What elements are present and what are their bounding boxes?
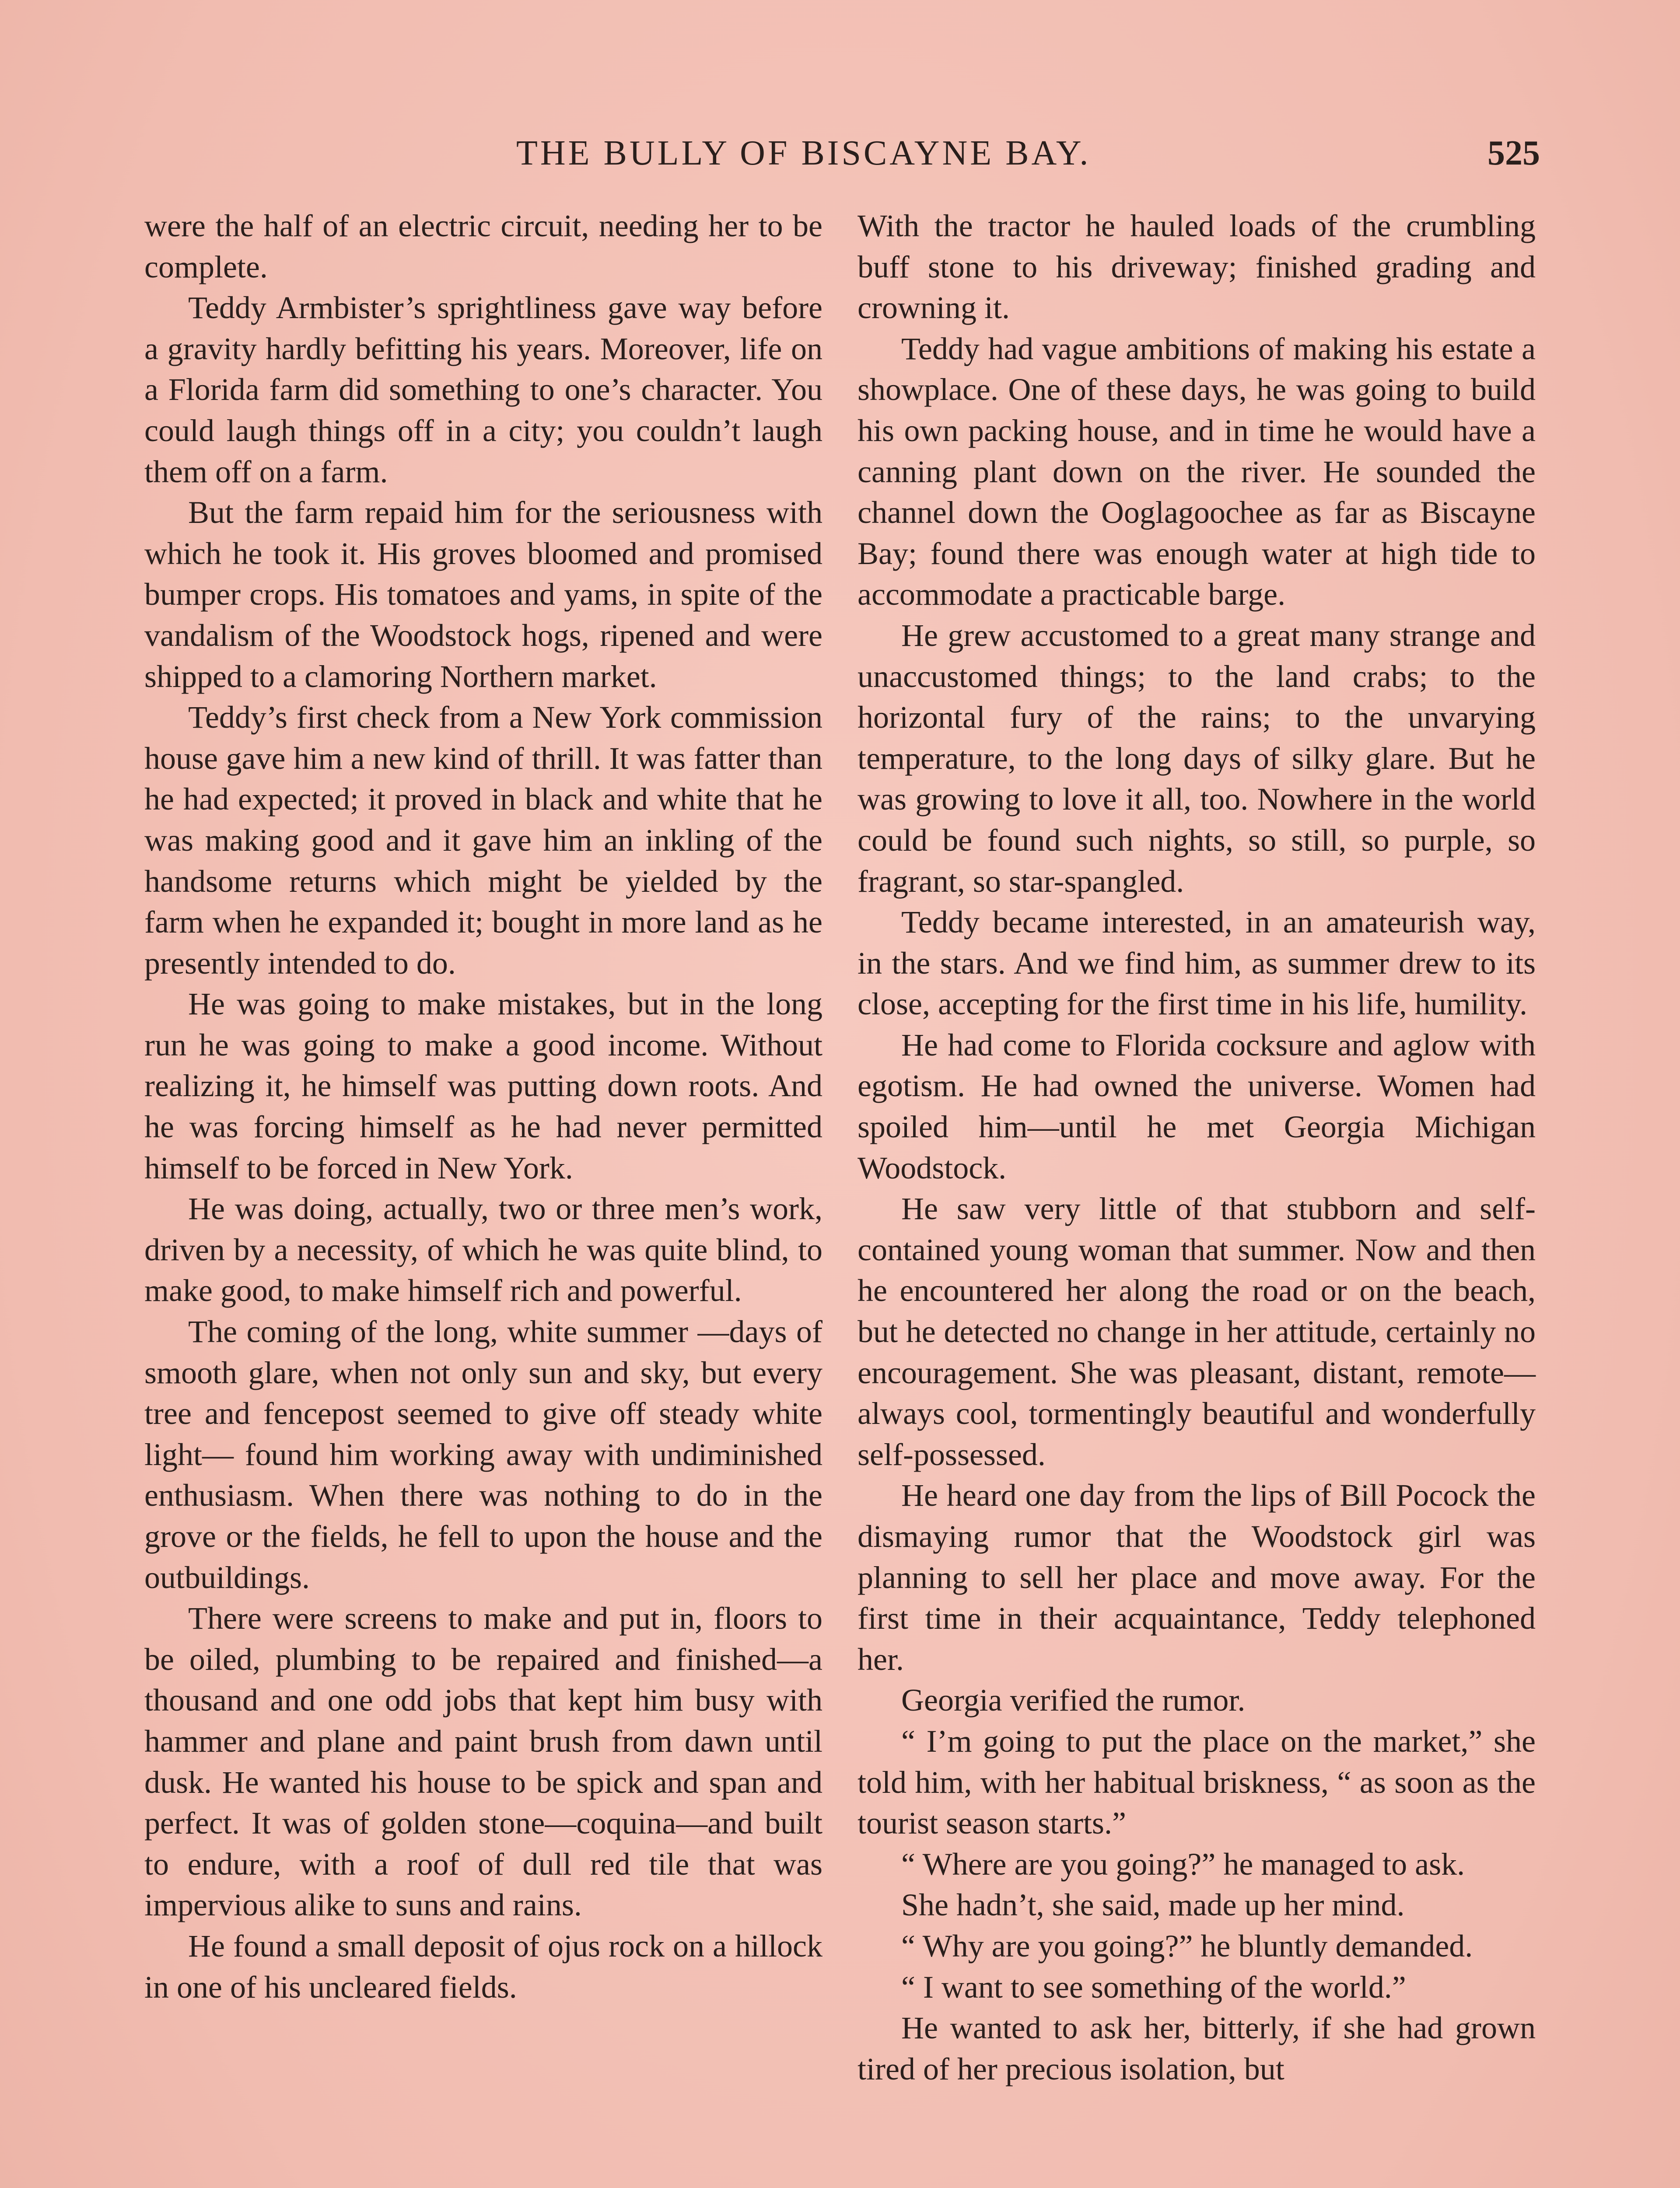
- paragraph: Teddy’s first check from a New York commission house gave him a new kind of thrill. It was fatter than he had expected; it proved in black and white that he was making good and it gave him an inkling of the handsome returns which might be yielded by the farm when he expanded it; bought in more land as he presently intended to do.: [144, 700, 822, 981]
- paragraph: He was doing, actually, two or three men’s work, driven by a necessity, of which he was quite blind, to make good, to make himself rich and powerful.: [144, 1191, 822, 1308]
- paragraph: He grew accustomed to a great many strange and unaccustomed things; to the land crabs; to the horizontal fury of the rains; to the unvarying temperature, to the long days of silky glare. But he was growing to love it all, too. Nowhere in the world could be found such nights, so still, so purple, so fragrant, so star-spangled.: [858, 617, 1536, 899]
- paragraph: He heard one day from the lips of Bill Pocock the dismaying rumor that the Woodstock girl was planning to sell her place and move away. For the first time in their acquaintance, Teddy telephoned her.: [858, 1478, 1536, 1677]
- paragraph: The coming of the long, white summer —days of smooth glare, when not only sun and sky, but every tree and fencepost seemed to give off steady white light— found him working away with undiminished enthusiasm. When there was nothing to do in the grove or the fields, he fell to upon the house and the outbuildings.: [144, 1314, 822, 1595]
- paragraph: But the farm repaid him for the seriousness with which he took it. His groves bloomed and promised bumper crops. His tomatoes and yams, in spite of the vandalism of the Woodstock hogs, ripened and were shipped to a clamoring Northern market.: [144, 495, 822, 694]
- paragraph: Teddy became interested, in an amateurish way, in the stars. And we find him, as summer drew to its close, accepting for the first time in his life, humility.: [858, 905, 1536, 1022]
- paragraph: “ I want to see something of the world.”: [901, 1969, 1406, 2005]
- running-title: THE BULLY OF BISCAYNE BAY.: [516, 134, 1091, 172]
- paragraph: He had come to Florida cocksure and aglow with egotism. He had owned the universe. Women had spoiled him—until he met Georgia Michigan Woodstock.: [858, 1027, 1536, 1185]
- paragraph: “ Why are you going?” he bluntly demanded.: [901, 1928, 1473, 1964]
- paragraph: He was going to make mistakes, but in the long run he was going to make a good income. Without realizing it, he himself was putting down roots. And he was forcing himself as he had never permitted himself to be forced in New York.: [144, 986, 822, 1185]
- paragraph: There were screens to make and put in, floors to be oiled, plumbing to be repaired and finished—a thousand and one odd jobs that kept him busy with hammer and plane and paint brush from dawn until dusk. He wanted his house to be spick and span and perfect. It was of golden stone—coquina—and built to endure, with a roof of dull red tile that was impervious alike to suns and rains.: [144, 1601, 822, 1923]
- right-column: [858, 206, 1536, 2090]
- paragraph: Georgia verified the rumor.: [901, 1683, 1246, 1718]
- paragraph: Teddy Armbister’s sprightliness gave way before a gravity hardly befitting his years. Moreover, life on a Florida farm did something to one’s character. You could laugh things off in a city; you couldn’t laugh them off on a farm.: [144, 290, 822, 489]
- paragraph: He saw very little of that stubborn and self-contained young woman that summer. Now and then he encountered her along the road or on the beach, but he detected no change in her attitude, certainly no encouragement. She was pleasant, distant, remote—always cool, tormentingly beautiful and wonderfully self-possessed.: [858, 1191, 1536, 1472]
- page-number: 525: [1488, 134, 1540, 172]
- paragraph: She hadn’t, she said, made up her mind.: [901, 1887, 1405, 1923]
- paragraph: Teddy had vague ambitions of making his estate a showplace. One of these days, he was going to build his own packing house, and in time he would have a canning plant down on the river. He sounded the channel down the Ooglagoochee as far as Biscayne Bay; found there was enough water at high tide to accommodate a practicable barge.: [858, 331, 1536, 612]
- paragraph: “ I’m going to put the place on the market,” she told him, with her habitual briskness, “ as soon as the tourist season starts.”: [858, 1723, 1536, 1841]
- paragraph: “ Where are you going?” he managed to ask.: [901, 1846, 1465, 1882]
- running-header: [516, 127, 1540, 179]
- paragraph: With the tractor he hauled loads of the crumbling buff stone to his driveway; finished grading and crowning it.: [858, 208, 1536, 326]
- paragraph: He wanted to ask her, bitterly, if she had grown tired of her precious isolation, but: [858, 2010, 1536, 2086]
- paragraph: were the half of an electric circuit, needing her to be complete.: [144, 208, 822, 284]
- left-column: [144, 206, 822, 2008]
- paragraph: He found a small deposit of ojus rock on a hillock in one of his uncleared fields.: [144, 1928, 822, 2005]
